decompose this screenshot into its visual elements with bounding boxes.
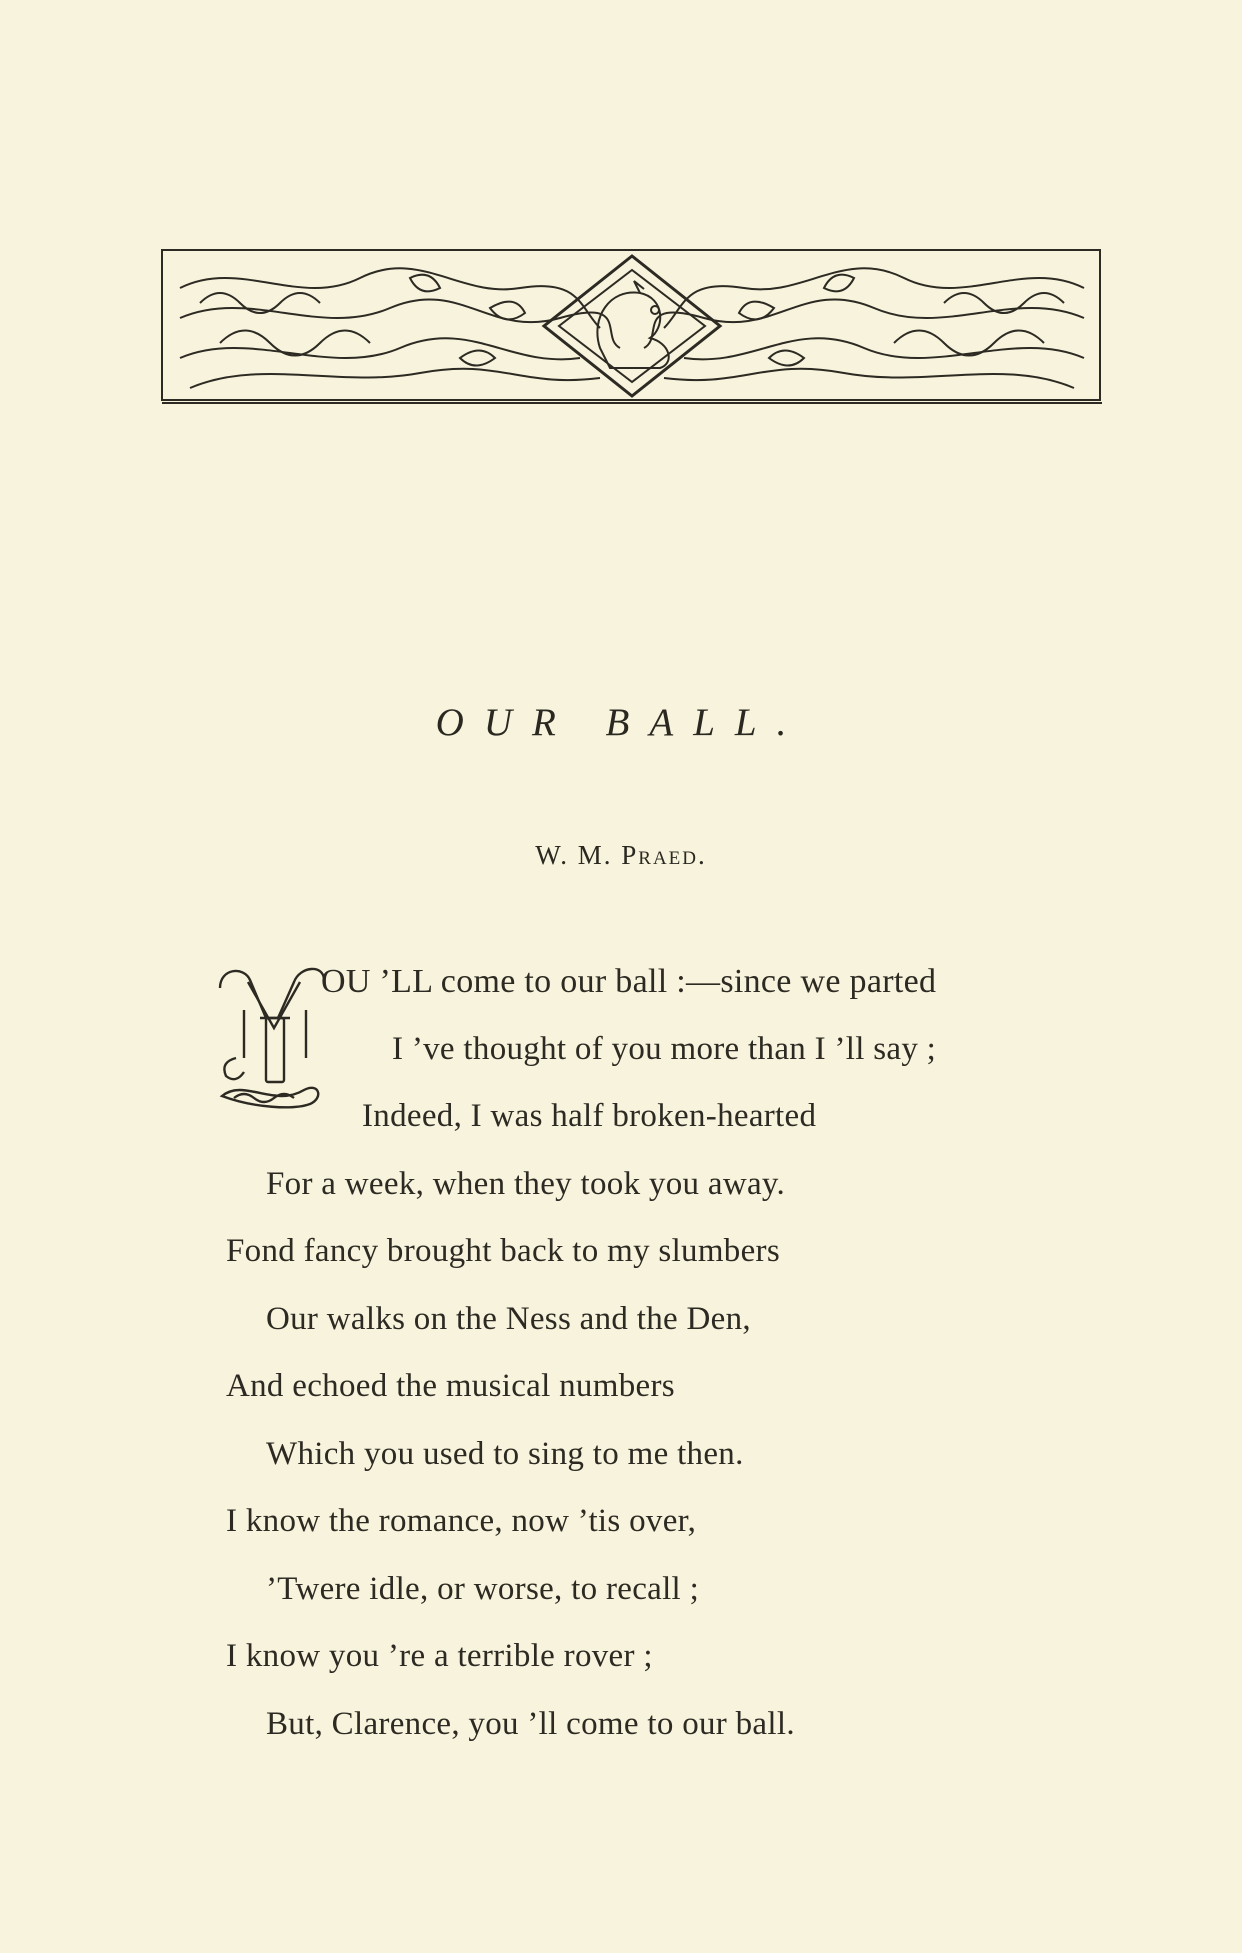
poem-line-10: ’Twere idle, or worse, to recall ; — [266, 1571, 700, 1607]
poem-line-5: Fond fancy brought back to my slumbers — [226, 1233, 780, 1269]
poem-line-9: I know the romance, now ’tis over, — [226, 1503, 697, 1539]
decorative-initial-y — [214, 958, 334, 1118]
poem-line-8: Which you used to sing to me then. — [266, 1436, 744, 1472]
poem-line-1: OU ’LL come to our ball :—since we parted — [321, 963, 937, 1000]
headpiece-ornament-icon — [160, 248, 1104, 406]
poem-title: OUR BALL. — [435, 701, 807, 744]
poem-line-2: I ’ve thought of you more than I ’ll say ; — [392, 1031, 937, 1067]
poem-line-4: For a week, when they took you away. — [266, 1166, 786, 1202]
floral-headpiece-ornament — [160, 248, 1104, 406]
poem-line-3: Indeed, I was half broken-hearted — [362, 1098, 817, 1134]
ornate-initial-icon — [214, 958, 334, 1118]
poem-line-11: I know you ’re a terrible rover ; — [226, 1638, 653, 1674]
poem-author: W. M. Praed. — [535, 840, 707, 870]
poem-line-6: Our walks on the Ness and the Den, — [266, 1301, 751, 1337]
poem-line-12: But, Clarence, you ’ll come to our ball. — [266, 1706, 795, 1742]
poem-line-7: And echoed the musical numbers — [226, 1368, 675, 1404]
